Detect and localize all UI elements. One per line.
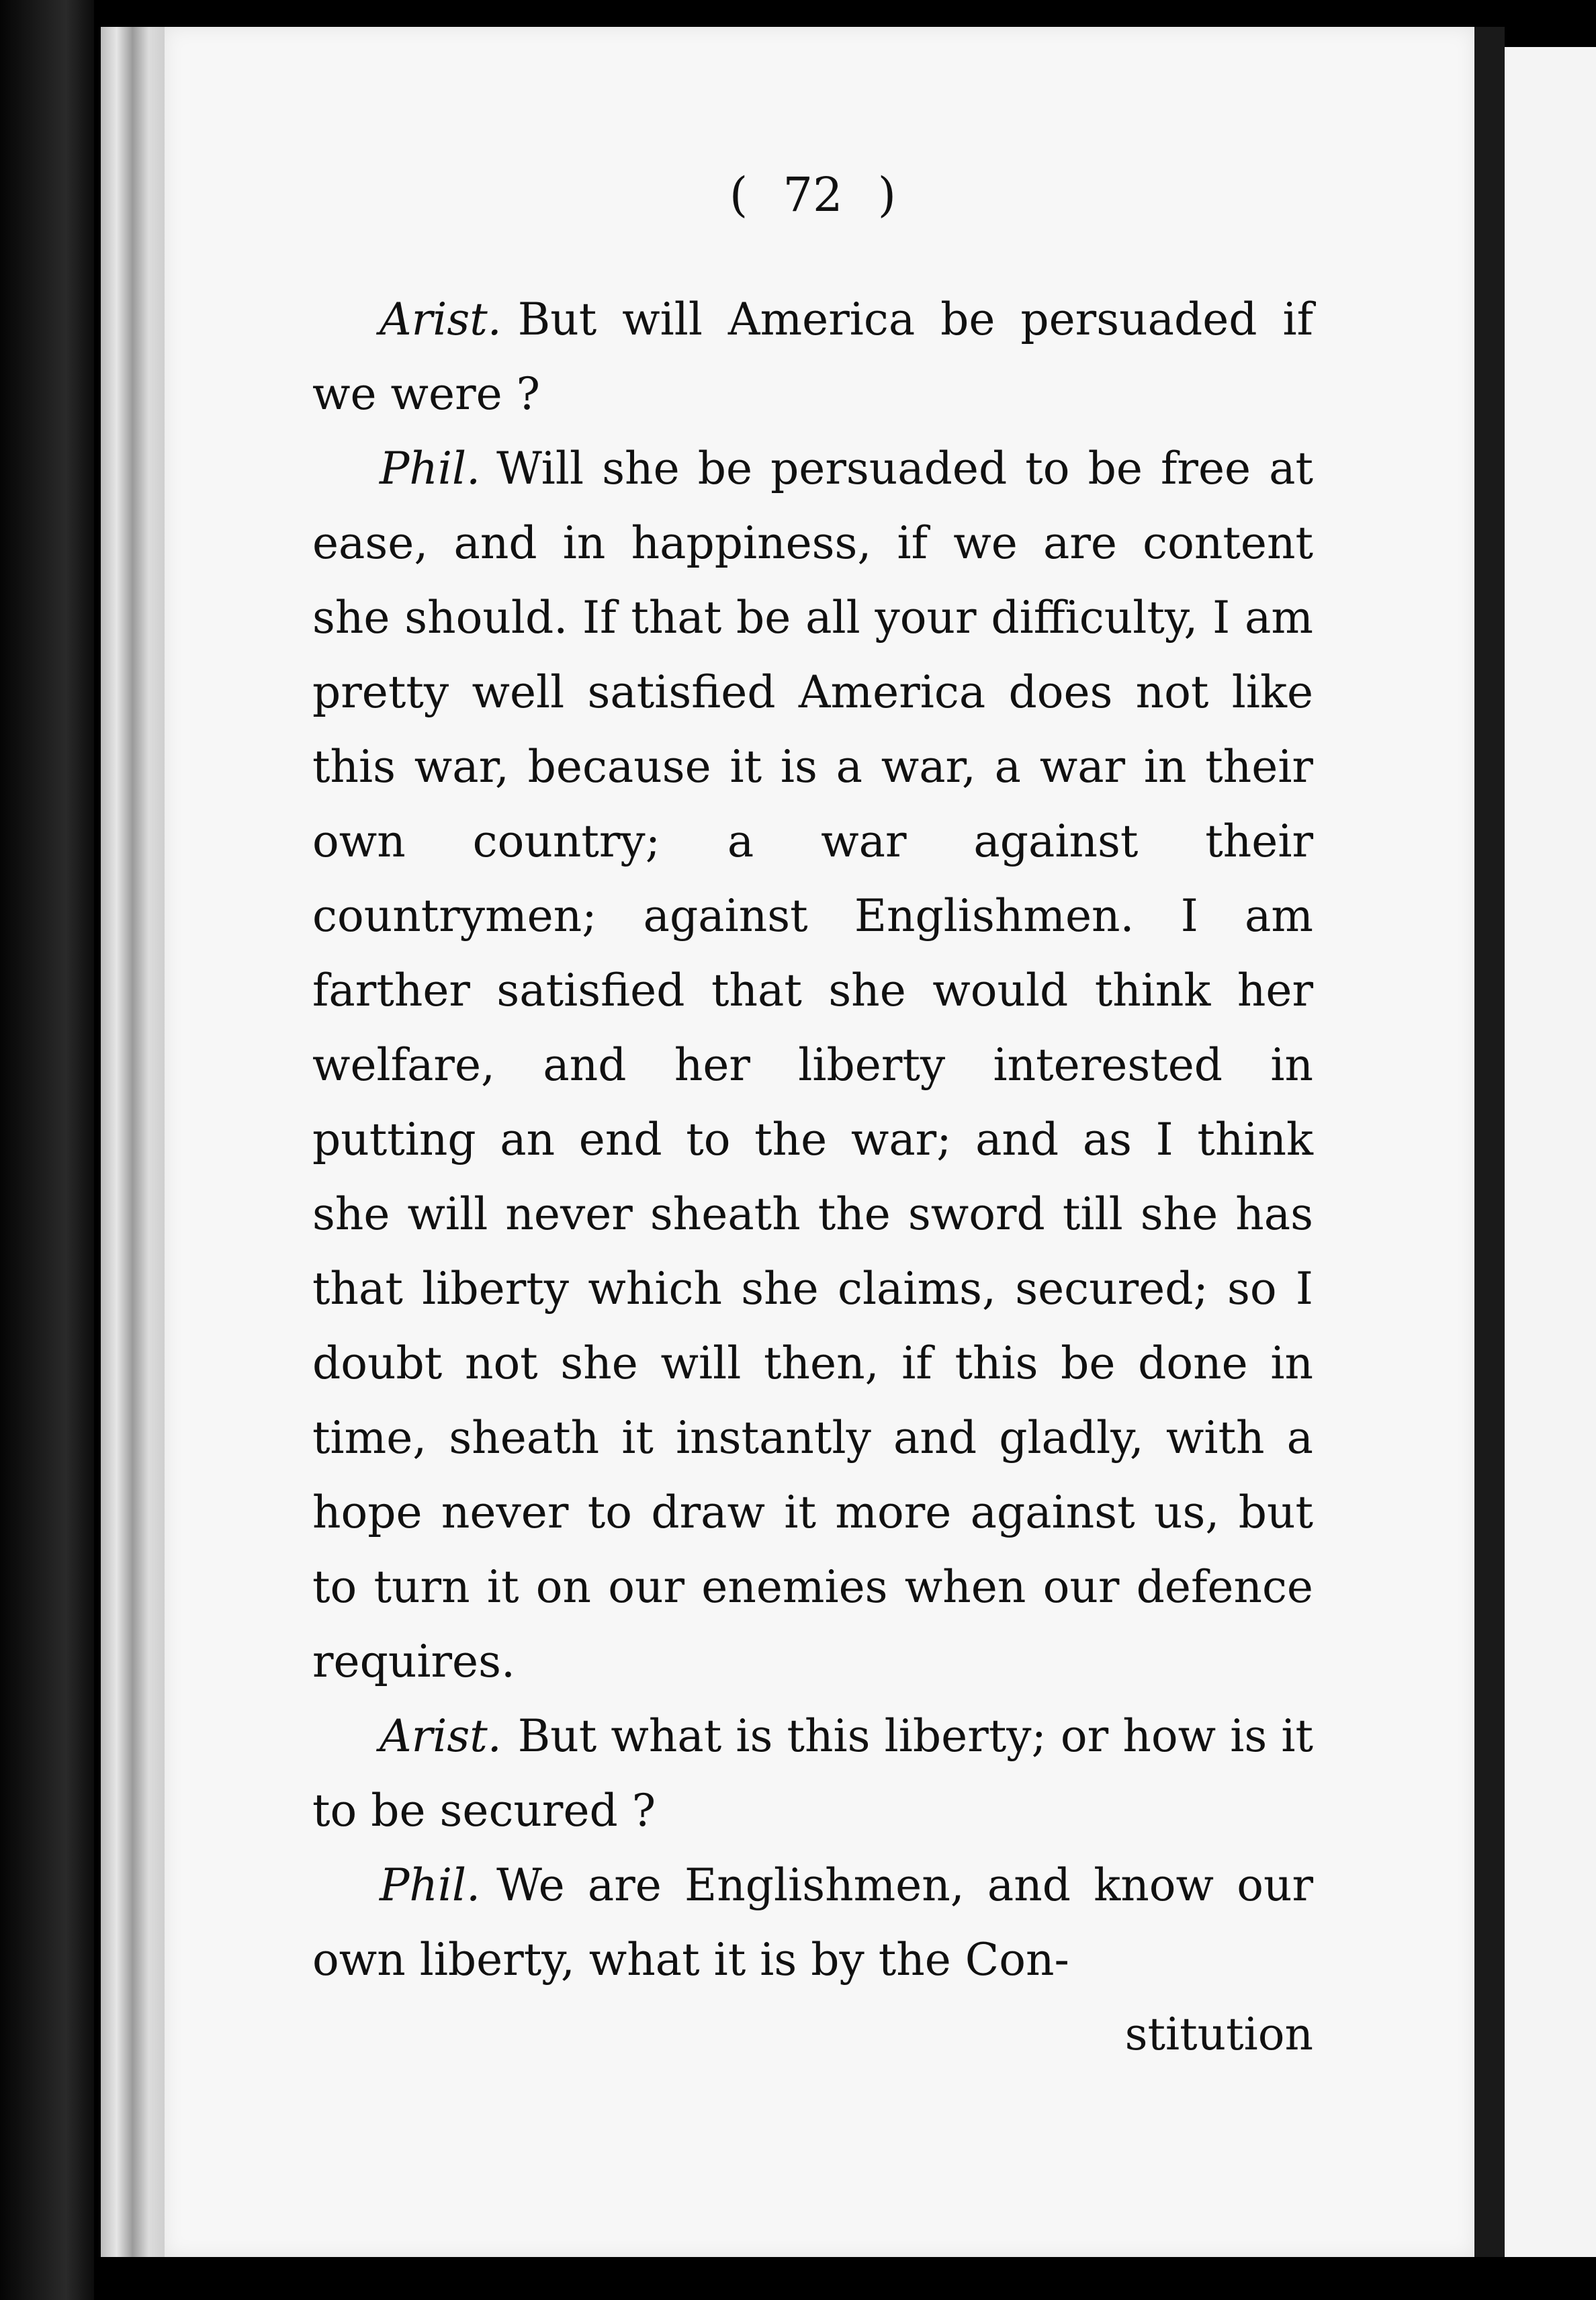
speaker-name: Arist. — [380, 1710, 502, 1762]
paragraph-text: We are Englishmen, and know our own liberty, what it is by the Con- — [312, 1859, 1313, 1986]
page-edges — [101, 27, 165, 2257]
paragraph-text: But will America be persuaded if we were ? — [312, 294, 1313, 420]
paragraph-2 — [312, 431, 1313, 1699]
folio-number: 72 — [783, 167, 843, 222]
book-binding — [0, 0, 94, 2300]
gutter — [1474, 27, 1505, 2257]
paragraph-text: But what is this liberty; or how is it to be secured ? — [312, 1710, 1313, 1837]
book-page — [165, 27, 1474, 2257]
paragraph-text: Will she be persuaded to be free at ease, and in happiness, if we are content she should. If that be all your difficulty, I am pretty well satisfied America does not like this war, because it is a war, a war in their own country; a war against their countrymen; against Englishmen. I am farther satisfied that she would think her welfare, and her liberty interested in putting an end to the war; and as I think she will never sheath the sword till she has that liberty which she claims, secured; so I doubt not she will then, if this be done in time, sheath it instantly and gladly, with a hope never to draw it more against us, but to turn it on our enemies when our defence requires. — [312, 443, 1313, 1687]
paragraph-3 — [312, 1699, 1313, 1848]
page-number: ( 72 ) — [312, 158, 1313, 232]
speaker-name: Phil. — [380, 443, 481, 494]
paragraph-4 — [312, 1848, 1313, 1997]
paragraph-1 — [312, 282, 1313, 431]
page-body — [312, 167, 1313, 2060]
facing-page-edge — [1505, 47, 1596, 2257]
catchword: stitution — [1124, 2008, 1313, 2060]
speaker-name: Phil. — [380, 1859, 481, 1911]
speaker-name: Arist. — [380, 294, 502, 345]
